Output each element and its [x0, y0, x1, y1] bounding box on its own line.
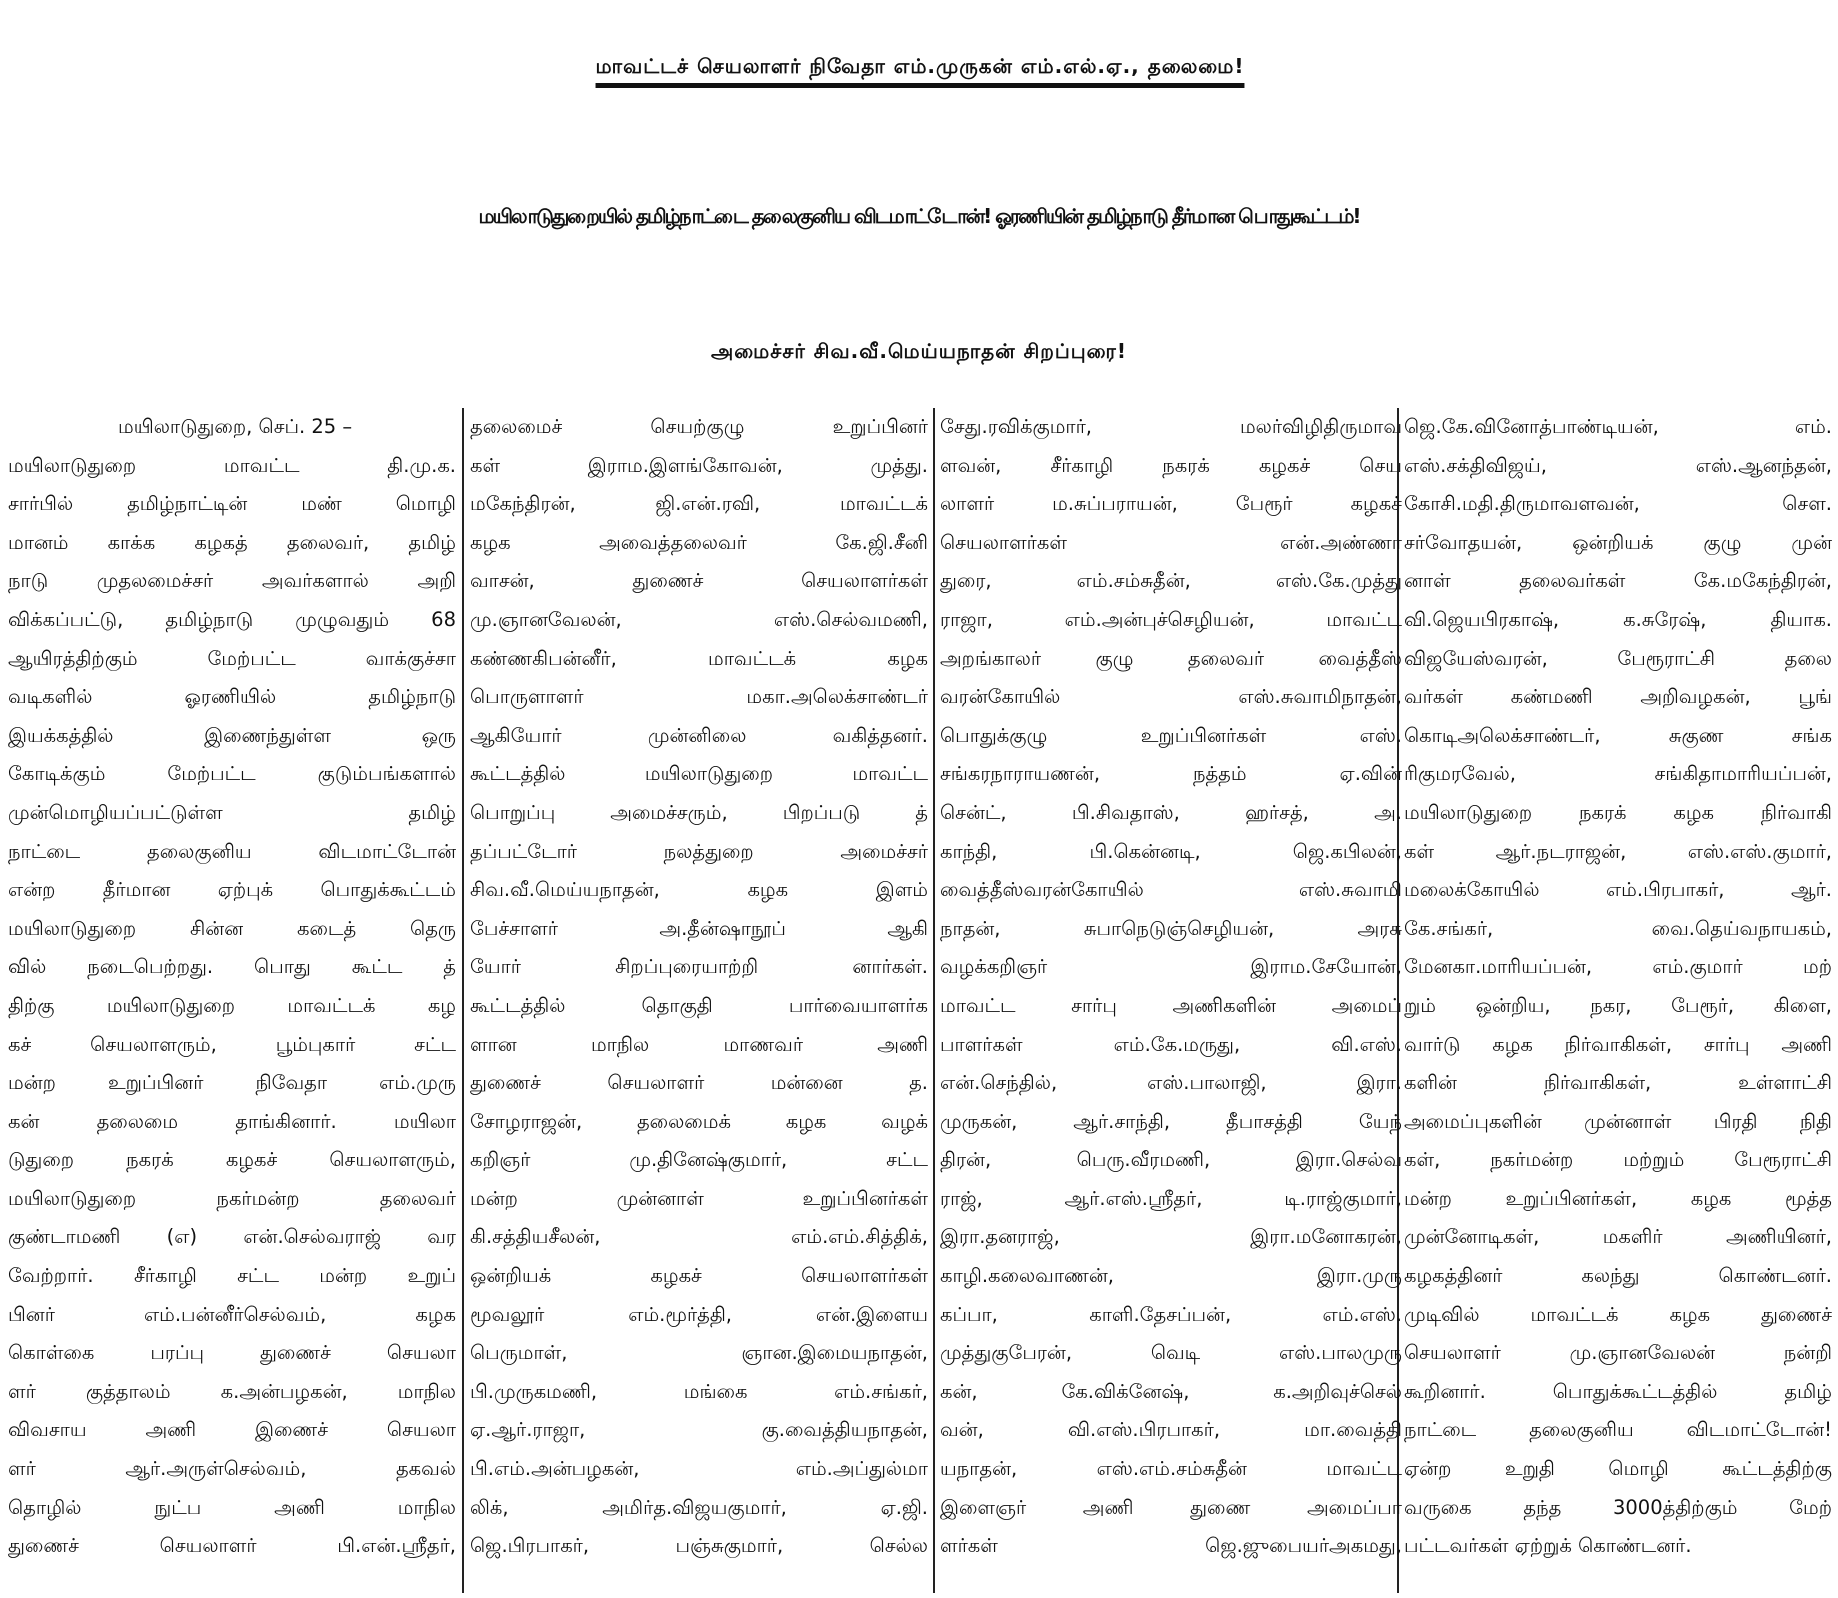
- article-line: சார்பில் தமிழ்நாட்டின் மண் மொழி: [8, 492, 456, 516]
- article-line: திற்கு மயிலாடுதுறை மாவட்டக் கழ: [8, 993, 456, 1017]
- article-line: கோசி.மதி.திருமாவளவன், சௌ.: [1404, 492, 1832, 516]
- article-line: சென்ட், பி.சிவதாஸ், ஹர்சத், அ.: [940, 800, 1402, 824]
- article-line: துரை, எம்.சம்சுதீன், எஸ்.கே.முத்து: [940, 569, 1402, 593]
- article-line: பட்டவர்கள் ஏற்றுக் கொண்டனர்.: [1404, 1534, 1692, 1558]
- article-line: செயலாளர் மு.ஞானவேலன் நன்றி: [1404, 1341, 1832, 1365]
- article-line: வருகை தந்த 3000த்திற்கும் மேற்: [1404, 1495, 1832, 1519]
- article-line: கழக அவைத்தலைவர் கே.ஜி.சீனி: [470, 530, 928, 554]
- article-line: முடிவில் மாவட்டக் கழக துணைச்: [1404, 1302, 1832, 1326]
- article-line: நாட்டை தலைகுனிய விடமாட்டோன்: [8, 839, 456, 863]
- article-line: வேற்றார். சீர்காழி சட்ட மன்ற உறுப்: [8, 1264, 456, 1288]
- article-line: மன்ற உறுப்பினர்கள், கழக மூத்த: [1404, 1186, 1832, 1210]
- article-line: னாள் தலைவர்கள் கே.மகேந்திரன்,: [1404, 569, 1832, 593]
- article-line: யோர் சிறப்புரையாற்றி னார்கள்.: [470, 955, 928, 979]
- article-line: முத்துகுபேரன், வெடி எஸ்.பாலமுரு: [940, 1341, 1402, 1365]
- article-line: மன்ற முன்னாள் உறுப்பினர்கள்: [470, 1186, 928, 1210]
- article-line: சேது.ரவிக்குமார், மலர்விழிதிருமாவ: [940, 415, 1402, 438]
- article-line: விஜயேஸ்வரன், பேரூராட்சி தலை: [1404, 646, 1832, 670]
- article-line: ஆயிரத்திற்கும் மேற்பட்ட வாக்குச்சா: [8, 646, 456, 670]
- article-line: குண்டாமணி (எ) என்.செல்வராஜ் வர: [8, 1225, 456, 1249]
- article-line: ளர் ஆர்.அருள்செல்வம், தகவல்: [8, 1457, 456, 1481]
- article-line: கச் செயலாளரும், பூம்புகார் சட்ட: [8, 1032, 456, 1056]
- article-line: ராஜ், ஆர்.எஸ்.ஸ்ரீதர், டி.ராஜ்குமார்,: [940, 1186, 1402, 1210]
- article-line: மூவலூர் எம்.மூர்த்தி, என்.இளைய: [470, 1302, 928, 1326]
- article-line: மயிலாடுதுறை மாவட்ட தி.மு.க.: [8, 453, 456, 477]
- article-line: சோழராஜன், தலைமைக் கழக வழக்: [470, 1109, 928, 1133]
- article-line: எஸ்.சக்திவிஜய், எஸ்.ஆனந்தன்,: [1404, 453, 1832, 477]
- article-line: மகேந்திரன், ஜி.என்.ரவி, மாவட்டக்: [470, 492, 928, 516]
- article-line: நாடு முதலமைச்சர் அவர்களால் அறி: [8, 569, 456, 593]
- article-line: சர்வோதயன், ஒன்றியக் குழு முன்: [1404, 530, 1832, 554]
- article-line: முன்மொழியப்பட்டுள்ள தமிழ்: [8, 800, 456, 824]
- article-line: விவசாய அணி இணைச் செயலா: [8, 1418, 456, 1442]
- article-line: டுதுறை நகரக் கழகச் செயலாளரும்,: [8, 1148, 456, 1172]
- article-line: லிக், அமிர்த.விஜயகுமார், ஏ.ஜி.: [470, 1495, 928, 1519]
- article-line: கொள்கை பரப்பு துணைச் செயலா: [8, 1341, 456, 1365]
- article-line: அறங்காலர் குழு தலைவர் வைத்தீஸ்: [940, 646, 1402, 670]
- article-column-1: [8, 408, 456, 1593]
- article-line: துணைச் செயலாளர் பி.என்.ஸ்ரீதர்,: [8, 1534, 456, 1558]
- article-line: முருகன், ஆர்.சாந்தி, தீபாசத்தி யேந்: [940, 1109, 1402, 1133]
- article-line: கறிஞர் மு.தினேஷ்குமார், சட்ட: [470, 1148, 928, 1172]
- article-line: என்ற தீர்மான ஏற்புக் பொதுக்கூட்டம்: [8, 878, 456, 902]
- article-line: களின் நிர்வாகிகள், உள்ளாட்சி: [1404, 1071, 1832, 1095]
- kicker-headline: மாவட்டச் செயலாளர் நிவேதா எம்.முருகன் எம்.எல்.ஏ., தலைமை!: [595, 53, 1245, 78]
- article-line: கூட்டத்தில் தொகுதி பார்வையாளர்க: [470, 993, 928, 1017]
- article-column-4: [1404, 408, 1832, 1593]
- article-line: தலைமைச் செயற்குழு உறுப்பினர்: [470, 415, 928, 438]
- article-line: வைத்தீஸ்வரன்கோயில் எஸ்.சுவாமி: [940, 878, 1402, 902]
- article-line: கொடிஅலெக்சாண்டர், சுகுண சங்க: [1404, 723, 1832, 747]
- article-line: மலைக்கோயில் எம்.பிரபாகர், ஆர்.: [1404, 878, 1832, 902]
- article-line: மு.ஞானவேலன், எஸ்.செல்வமணி,: [470, 607, 928, 631]
- article-line: வில் நடைபெற்றது. பொது கூட்ட த்: [8, 955, 456, 979]
- article-line: ஏன்ற உறுதி மொழி கூட்டத்திற்கு: [1404, 1457, 1832, 1481]
- article-line: பொறுப்பு அமைச்சரும், பிறப்படு த்: [470, 800, 928, 824]
- article-line: யநாதன், எஸ்.எம்.சம்சுதீன் மாவட்ட: [940, 1457, 1402, 1481]
- article-line: லாளர் ம.சுப்பராயன், பேரூர் கழகச்: [940, 492, 1402, 516]
- article-line: கூறினார். பொதுக்கூட்டத்தில் தமிழ்: [1404, 1379, 1832, 1403]
- article-line: கழகத்தினர் கலந்து கொண்டனர்.: [1404, 1264, 1832, 1288]
- article-line: காந்தி, பி.கென்னடி, ஜெ.கபிலன்,: [940, 839, 1402, 863]
- article-line: வாசன், துணைச் செயலாளர்கள்: [470, 569, 928, 593]
- main-headline: மயிலாடுதுறையில் தமிழ்நாட்டை தலைகுனிய விடமாட்டோன்! ஓரணியின் தமிழ்நாடு தீர்மான பொதுகூட்டம்!: [478, 204, 1360, 228]
- article-line: ஆகியோர் முன்னிலை வகித்தனர்.: [470, 723, 928, 747]
- article-line: துணைச் செயலாளர் மன்னை த.: [470, 1071, 928, 1095]
- article-line: சிவ.வீ.மெய்யநாதன், கழக இளம்: [470, 878, 928, 902]
- article-line: வன், வி.எஸ்.பிரபாகர், மா.வைத்தி: [940, 1418, 1402, 1442]
- article-line: ராஜா, எம்.அன்புச்செழியன், மாவட்ட: [940, 607, 1402, 631]
- article-line: கள் இராம.இளங்கோவன், முத்து.: [470, 453, 928, 477]
- article-line: ஏ.ஆர்.ராஜா, கு.வைத்தியநாதன்,: [470, 1418, 928, 1442]
- article-line: பேச்சாளர் அ.தீன்ஷாநூப் ஆகி: [470, 916, 928, 940]
- article-line: மானம் காக்க கழகத் தலைவர், தமிழ்: [8, 530, 456, 554]
- article-line: இரா.தனராஜ், இரா.மனோகரன்,: [940, 1225, 1402, 1249]
- article-line: வார்டு கழக நிர்வாகிகள், சார்பு அணி: [1404, 1032, 1832, 1056]
- article-line: வர்கள் கண்மணி அறிவழகன், பூங்: [1404, 685, 1832, 709]
- article-line: பி.முருகமணி, மங்கை எம்.சங்கர்,: [470, 1379, 928, 1403]
- article-column-2: [470, 408, 928, 1593]
- article-line: மயிலாடுதுறை நகரக் கழக நிர்வாகி: [1404, 800, 1832, 824]
- article-body: [0, 408, 1838, 1593]
- sub-headline: அமைச்சர் சிவ.வீ.மெய்யநாதன் சிறப்புரை!: [711, 339, 1127, 363]
- article-line: ஜெ.பிரபாகர், பஞ்சுகுமார், செல்ல: [470, 1534, 928, 1558]
- article-line: வரன்கோயில் எஸ்.சுவாமிநாதன்,: [940, 685, 1402, 709]
- article-line: பி.எம்.அன்பழகன், எம்.அப்துல்மா: [470, 1457, 928, 1481]
- article-line: என்.செந்தில், எஸ்.பாலாஜி, இரா.: [940, 1071, 1402, 1095]
- article-line: காழி.கலைவாணன், இரா.முரு: [940, 1264, 1402, 1288]
- article-column-3: [940, 408, 1402, 1593]
- article-line: பினர் எம்.பன்னீர்செல்வம், கழக: [8, 1302, 456, 1326]
- article-line: தொழில் நுட்ப அணி மாநில: [8, 1495, 456, 1519]
- article-line: நாட்டை தலைகுனிய விடமாட்டோன்!: [1404, 1418, 1832, 1442]
- article-line: ளான மாநில மாணவர் அணி: [470, 1032, 928, 1056]
- article-line: இளைஞர் அணி துணை அமைப்பா: [940, 1495, 1402, 1519]
- article-line: பொதுக்குழு உறுப்பினர்கள் எஸ்.: [940, 723, 1402, 747]
- article-line: பாளர்கள் எம்.கே.மருது, வி.எஸ்.: [940, 1032, 1402, 1056]
- article-line: மயிலாடுதுறை, செப். 25 –: [118, 415, 353, 438]
- article-line: ளர் குத்தாலம் க.அன்பழகன், மாநில: [8, 1379, 456, 1403]
- article-line: மயிலாடுதுறை சின்ன கடைத் தெரு: [8, 916, 456, 940]
- article-line: ரிகுமரவேல், சங்கிதாமாரியப்பன்,: [1404, 762, 1832, 786]
- article-line: நாதன், சுபாநெடுஞ்செழியன், அரசு: [940, 916, 1402, 940]
- article-line: கூட்டத்தில் மயிலாடுதுறை மாவட்ட: [470, 762, 928, 786]
- article-line: ளவன், சீர்காழி நகரக் கழகச் செய: [940, 453, 1402, 477]
- article-line: சங்கரநாராயணன், நத்தம் ஏ.வின்: [940, 762, 1402, 786]
- article-line: கண்ணகிபன்னீர், மாவட்டக் கழக: [470, 646, 928, 670]
- article-line: இயக்கத்தில் இணைந்துள்ள ஒரு: [8, 723, 456, 747]
- article-line: றும் ஒன்றிய, நகர, பேரூர், கிளை,: [1404, 993, 1832, 1017]
- article-line: கி.சத்தியசீலன், எம்.எம்.சித்திக்,: [470, 1225, 928, 1249]
- article-line: வழக்கறிஞர் இராம.சேயோன்,: [940, 955, 1402, 979]
- article-line: மேனகா.மாரியப்பன், எம்.குமார் மற்: [1404, 955, 1832, 979]
- article-line: மன்ற உறுப்பினர் நிவேதா எம்.முரு: [8, 1071, 456, 1095]
- article-line: கள், நகர்மன்ற மற்றும் பேரூராட்சி: [1404, 1148, 1832, 1172]
- article-line: மாவட்ட சார்பு அணிகளின் அமைப்: [940, 993, 1402, 1017]
- article-line: கன் தலைமை தாங்கினார். மயிலா: [8, 1109, 456, 1133]
- article-line: ஒன்றியக் கழகச் செயலாளர்கள்: [470, 1264, 928, 1288]
- article-line: செயலாளர்கள் என்.அண்ணா: [940, 530, 1402, 554]
- article-line: வடிகளில் ஓரணியில் தமிழ்நாடு: [8, 685, 456, 709]
- article-line: மயிலாடுதுறை நகர்மன்ற தலைவர்: [8, 1186, 456, 1210]
- article-line: ளர்கள் ஜெ.ஜுபையர்அகமது,: [940, 1534, 1402, 1558]
- article-line: பெருமாள், ஞான.இமையநாதன்,: [470, 1341, 928, 1365]
- article-line: ஜெ.கே.வினோத்பாண்டியன், எம்.: [1404, 415, 1832, 438]
- article-line: கே.சங்கர், வை.தெய்வநாயகம்,: [1404, 916, 1832, 940]
- article-line: முன்னோடிகள், மகளிர் அணியினர்,: [1404, 1225, 1832, 1249]
- article-line: கப்பா, காளி.தேசப்பன், எம்.எஸ்.: [940, 1302, 1402, 1326]
- article-line: திரன், பெரு.வீரமணி, இரா.செல்வ: [940, 1148, 1402, 1172]
- article-line: அமைப்புகளின் முன்னாள் பிரதி நிதி: [1404, 1109, 1832, 1133]
- article-line: பொருளாளர் மகா.அலெக்சாண்டர்: [470, 685, 928, 709]
- article-line: விக்கப்பட்டு, தமிழ்நாடு முழுவதும் 68: [8, 607, 456, 631]
- article-line: தப்பட்டோர் நலத்துறை அமைச்சர்: [470, 839, 928, 863]
- article-line: வி.ஜெயபிரகாஷ், க.சுரேஷ், தியாக.: [1404, 607, 1832, 631]
- article-line: கோடிக்கும் மேற்பட்ட குடும்பங்களால்: [8, 762, 456, 786]
- article-line: கன், கே.விக்னேஷ், க.அறிவுச்செல்: [940, 1379, 1402, 1403]
- article-line: கள் ஆர்.நடராஜன், எஸ்.எஸ்.குமார்,: [1404, 839, 1832, 863]
